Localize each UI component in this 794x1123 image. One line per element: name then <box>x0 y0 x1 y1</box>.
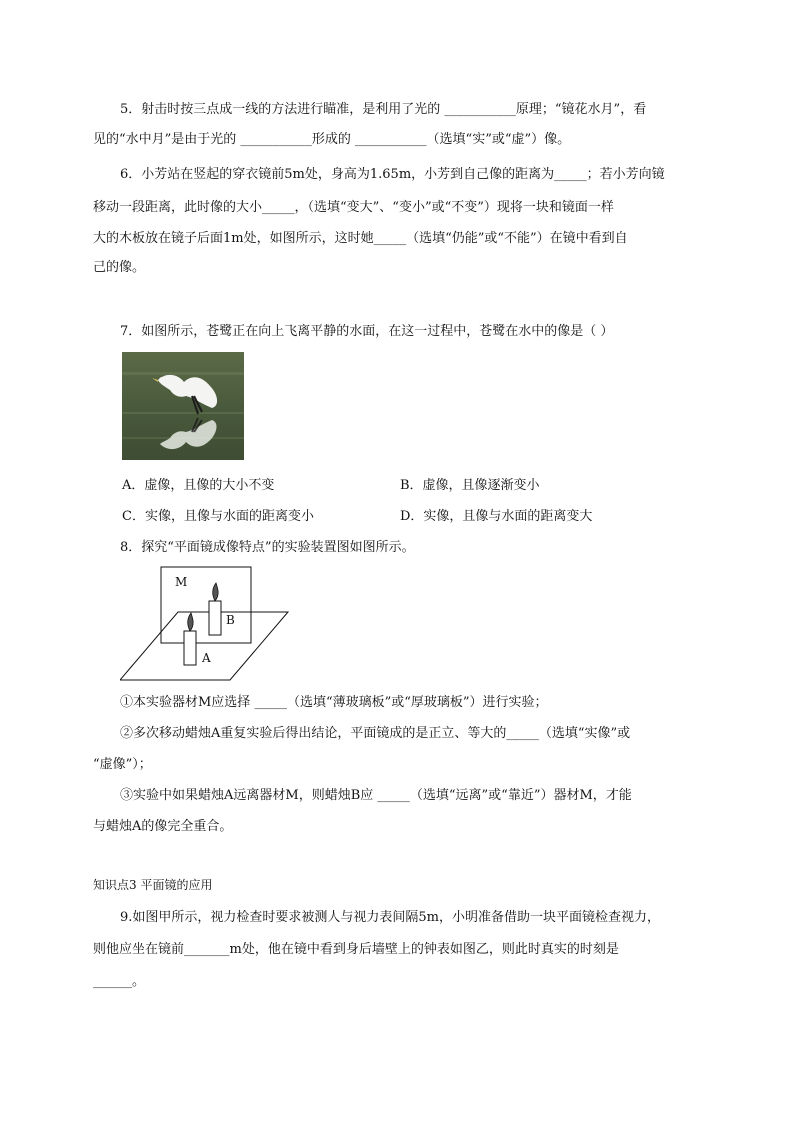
q6-line-4: 己的像。 <box>93 260 146 275</box>
q8-sub-3-line-1: ③实验中如果蜡烛A远离器材M，则蜡烛B应 _____（选填“远离”或“靠近”）器材M，才能 <box>120 788 632 803</box>
label-a: A <box>202 651 211 665</box>
mirror-setup-figure <box>120 565 292 683</box>
q6-line-1: 6．小芳站在竖起的穿衣镜前5m处，身高为1.65m，小芳到自己像的距离为_____；若小芳向镜 <box>120 167 665 182</box>
label-m: M <box>175 575 188 589</box>
q6-line-3: 大的木板放在镜子后面1m处，如图所示，这时她_____（选填“仍能”或“不能”）在镜中看到自 <box>93 231 628 246</box>
q8-sub-3-line-2: 与蜡烛A的像完全重合。 <box>93 819 233 834</box>
heron-photo <box>122 352 244 460</box>
q7-option-d: D．实像，且像与水面的距离变大 <box>400 509 593 524</box>
label-b: B <box>226 613 235 627</box>
q7-option-a: A．虚像，且像的大小不变 <box>122 478 275 493</box>
q7-option-b: B．虚像，且像逐渐变小 <box>400 478 540 493</box>
q6-line-2: 移动一段距离，此时像的大小_____，（选填“变大”、“变小”或“不变”）现将一块和镜面一样 <box>93 200 614 215</box>
q9-line-1: 9.如图甲所示，视力检查时要求被测人与视力表间隔5m，小明准备借助一块平面镜检查视力， <box>120 910 661 925</box>
q7-stem: 7．如图所示，苍鹭正在向上飞离平静的水面，在这一过程中，苍鹭在水中的像是（ ） <box>120 324 614 339</box>
q9-line-2: 则他应坐在镜前_______m处，他在镜中看到身后墙壁上的钟表如图乙，则此时真实的时刻是 <box>93 942 619 957</box>
q8-sub-1: ①本实验器材M应选择 _____（选填“薄玻璃板”或“厚玻璃板”）进行实验； <box>120 695 548 710</box>
q9-line-3: ______。 <box>93 974 146 989</box>
section-3-title: 知识点3 平面镜的应用 <box>93 878 213 892</box>
q7-option-c: C．实像，且像与水面的距离变小 <box>122 509 314 524</box>
heron-image <box>122 352 244 460</box>
q8-sub-2-line-1: ②多次移动蜡烛A重复实验后得出结论，平面镜成的是正立、等大的_____（选填“实像”或 <box>120 726 631 741</box>
q5-line-1: 5．射击时按三点成一线的方法进行瞄准，是利用了光的 ___________原理；“镜花水月”，看 <box>120 102 647 117</box>
q8-sub-2-line-2: “虚像”）； <box>93 757 152 772</box>
q8-stem: 8．探究“平面镜成像特点”的实验装置图如图所示。 <box>120 540 415 555</box>
q5-line-2: 见的“水中月”是由于光的 ___________形成的 ___________（选填“实”或“虚”）像。 <box>93 132 571 147</box>
mirror-experiment-diagram <box>120 565 292 683</box>
